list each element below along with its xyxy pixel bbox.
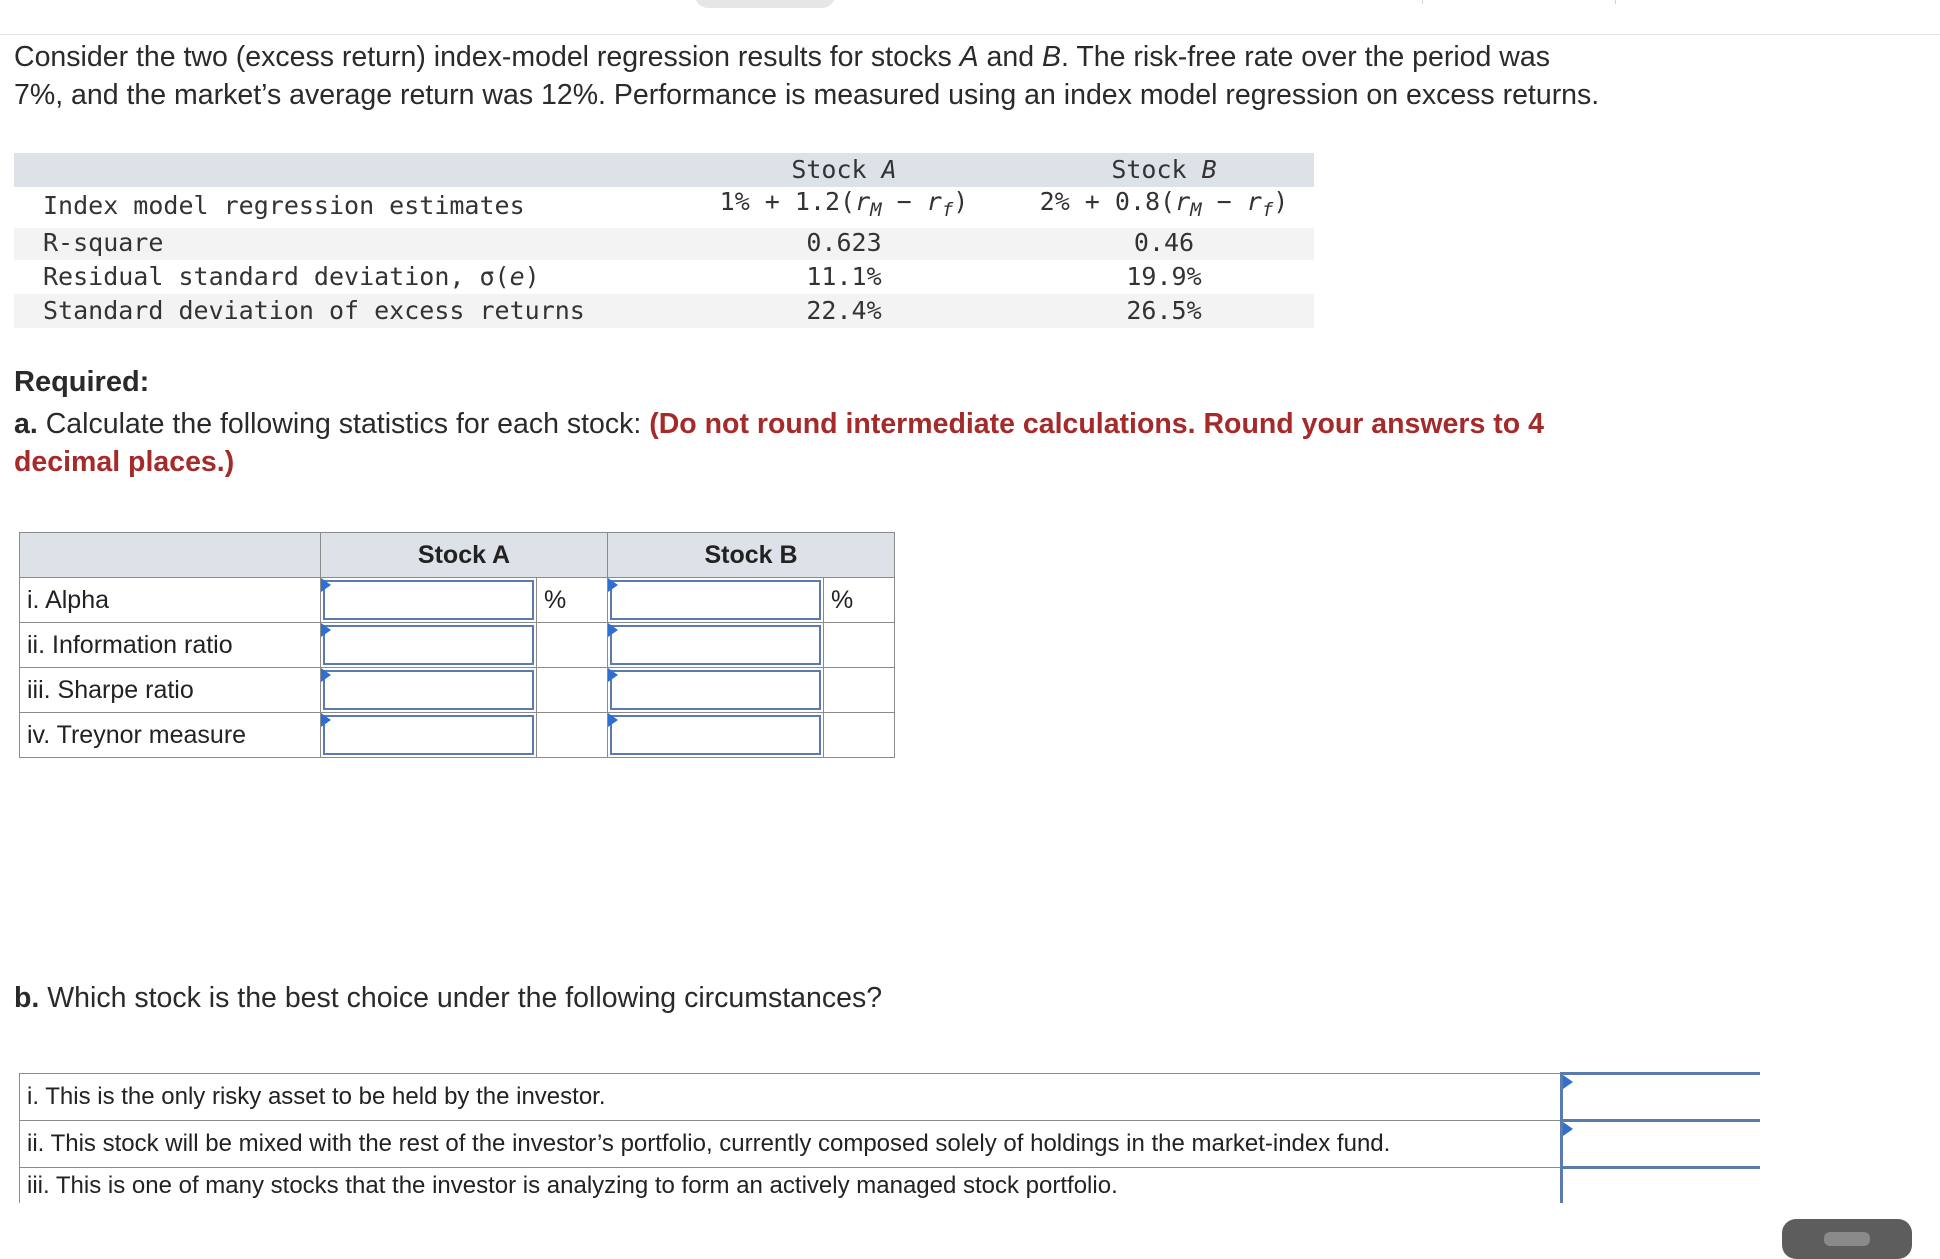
stock-b-value: 19.9% — [1126, 262, 1202, 291]
top-bar — [0, 0, 1940, 35]
rounding-instruction: decimal places.) — [14, 446, 235, 478]
unit-label: % — [537, 578, 608, 623]
header-letter: B — [1201, 155, 1217, 184]
input-box[interactable] — [323, 580, 534, 620]
unit-label — [537, 668, 608, 713]
field-marker-icon — [608, 713, 618, 727]
unit-label — [537, 623, 608, 668]
eq-text: ) — [953, 187, 969, 216]
rounding-instruction: (Do not round intermediate calculations. Round your answers to 4 — [649, 408, 1544, 440]
scenario-2-dropdown[interactable] — [1562, 1121, 1761, 1168]
eq-text: 2% + 0.8( — [1039, 187, 1176, 216]
regression-row-r-square — [14, 228, 1314, 260]
input-box[interactable] — [610, 715, 821, 755]
scenario-1-dropdown[interactable] — [1562, 1074, 1761, 1121]
field-marker-icon — [321, 713, 331, 727]
header-stock-b: Stock B — [608, 533, 895, 578]
stock-a-value: 0.623 — [806, 228, 882, 257]
part-a-lead: a. — [14, 408, 38, 440]
answer-row-information-ratio — [20, 623, 895, 668]
sharpe-stock-b-input[interactable] — [608, 668, 824, 713]
regression-row-residual-sd — [14, 260, 1314, 294]
required-heading: Required: — [14, 366, 150, 398]
field-marker-icon — [608, 623, 618, 637]
part-a-text: Calculate the following statistics for each stock: — [37, 408, 650, 440]
part-b-text: Which stock is the best choice under the following circumstances? — [39, 982, 883, 1014]
eq-text: − — [881, 187, 927, 216]
header-text: Stock — [1111, 155, 1202, 184]
unit-label — [824, 668, 895, 713]
top-divider — [1615, 0, 1616, 4]
eq-var: r — [1175, 187, 1191, 216]
input-box[interactable] — [323, 625, 534, 665]
input-box[interactable] — [610, 580, 821, 620]
answer-row-treynor — [20, 713, 895, 758]
eq-var: r — [926, 187, 942, 216]
field-marker-icon — [321, 668, 331, 682]
input-box[interactable] — [323, 670, 534, 710]
answer-table-a — [19, 532, 895, 758]
answer-row-alpha — [20, 578, 895, 623]
row-label: iii. Sharpe ratio — [20, 668, 321, 713]
header-stock-b — [964, 155, 1364, 184]
stock-b-equation — [964, 187, 1364, 221]
row-label: Index model regression estimates — [43, 191, 525, 220]
label-text: Residual standard deviation, σ( — [43, 262, 510, 291]
part-b-lead: b. — [14, 982, 40, 1014]
answer-table-a-header — [20, 533, 895, 578]
alpha-stock-b-input[interactable] — [608, 578, 824, 623]
part-a-prompt — [14, 405, 1714, 481]
header-letter: A — [881, 155, 897, 184]
field-marker-icon — [608, 668, 618, 682]
eq-text: ) — [1273, 187, 1289, 216]
row-label — [43, 262, 540, 291]
dropdown-marker-icon — [1563, 1122, 1573, 1136]
part-b-row — [20, 1168, 1761, 1204]
unit-label — [537, 713, 608, 758]
label-text: ) — [524, 262, 540, 291]
part-b-prompt — [14, 982, 882, 1015]
input-box[interactable] — [323, 715, 534, 755]
intro-text: Consider the two (excess return) index-model regression results for stocks — [14, 41, 960, 73]
answer-table-b — [19, 1072, 1760, 1203]
row-label: R-square — [43, 228, 164, 257]
alpha-stock-a-input[interactable] — [321, 578, 537, 623]
button-handle — [1824, 1232, 1870, 1246]
scenario-3-dropdown[interactable] — [1562, 1168, 1761, 1204]
header-blank — [20, 533, 321, 578]
row-label: i. Alpha — [20, 578, 321, 623]
top-divider — [1422, 0, 1423, 4]
stock-a-value: 22.4% — [806, 296, 882, 325]
sharpe-stock-a-input[interactable] — [321, 668, 537, 713]
part-b-row — [20, 1074, 1761, 1121]
input-box[interactable] — [610, 625, 821, 665]
stock-b-value: 0.46 — [1133, 228, 1195, 257]
floating-action-button[interactable] — [1782, 1219, 1912, 1259]
stock-a-value: 11.1% — [806, 262, 882, 291]
eq-text: − — [1201, 187, 1247, 216]
row-label: Standard deviation of excess returns — [43, 296, 585, 325]
info-ratio-stock-b-input[interactable] — [608, 623, 824, 668]
scenario-label: ii. This stock will be mixed with the rest of the investor’s portfolio, currently composed solely of holdings in the market-index fund. — [20, 1121, 1562, 1168]
field-marker-icon — [321, 623, 331, 637]
top-tab-pill[interactable] — [695, 0, 835, 8]
eq-sub: M — [1190, 199, 1202, 221]
eq-text: 1% + 1.2( — [719, 187, 856, 216]
stock-a-ref: A — [959, 41, 979, 73]
answer-row-sharpe-ratio — [20, 668, 895, 713]
stock-b-value: 26.5% — [1126, 296, 1202, 325]
unit-label: % — [824, 578, 895, 623]
eq-sub: f — [1261, 199, 1274, 221]
stock-b-ref: B — [1042, 41, 1062, 73]
intro-text: and — [978, 41, 1043, 73]
problem-statement — [14, 38, 1914, 114]
eq-sub: f — [941, 199, 954, 221]
unit-label — [824, 713, 895, 758]
part-b-row — [20, 1121, 1761, 1168]
row-label: ii. Information ratio — [20, 623, 321, 668]
treynor-stock-b-input[interactable] — [608, 713, 824, 758]
regression-row-estimates — [14, 187, 1314, 228]
field-marker-icon — [321, 578, 331, 592]
dropdown-marker-icon — [1563, 1075, 1573, 1089]
info-ratio-stock-a-input[interactable] — [321, 623, 537, 668]
row-label: iv. Treynor measure — [20, 713, 321, 758]
regression-header-row — [14, 153, 1314, 187]
input-box[interactable] — [610, 670, 821, 710]
header-stock-a: Stock A — [321, 533, 608, 578]
eq-var: r — [1246, 187, 1262, 216]
field-marker-icon — [608, 578, 618, 592]
intro-text: . The risk-free rate over the period was — [1061, 41, 1550, 73]
scenario-label: iii. This is one of many stocks that the investor is analyzing to form an actively managed stock portfolio. — [20, 1168, 1562, 1204]
eq-var: r — [855, 187, 871, 216]
problem-line-1 — [14, 38, 1914, 76]
problem-line-2: 7%, and the market’s average return was 12%. Performance is measured using an index model regression on excess returns. — [14, 79, 1600, 111]
scenario-label: i. This is the only risky asset to be held by the investor. — [20, 1074, 1562, 1121]
label-var: e — [509, 262, 525, 291]
regression-row-excess-sd — [14, 294, 1314, 328]
eq-sub: M — [870, 199, 882, 221]
header-text: Stock — [791, 155, 882, 184]
unit-label — [824, 623, 895, 668]
treynor-stock-a-input[interactable] — [321, 713, 537, 758]
